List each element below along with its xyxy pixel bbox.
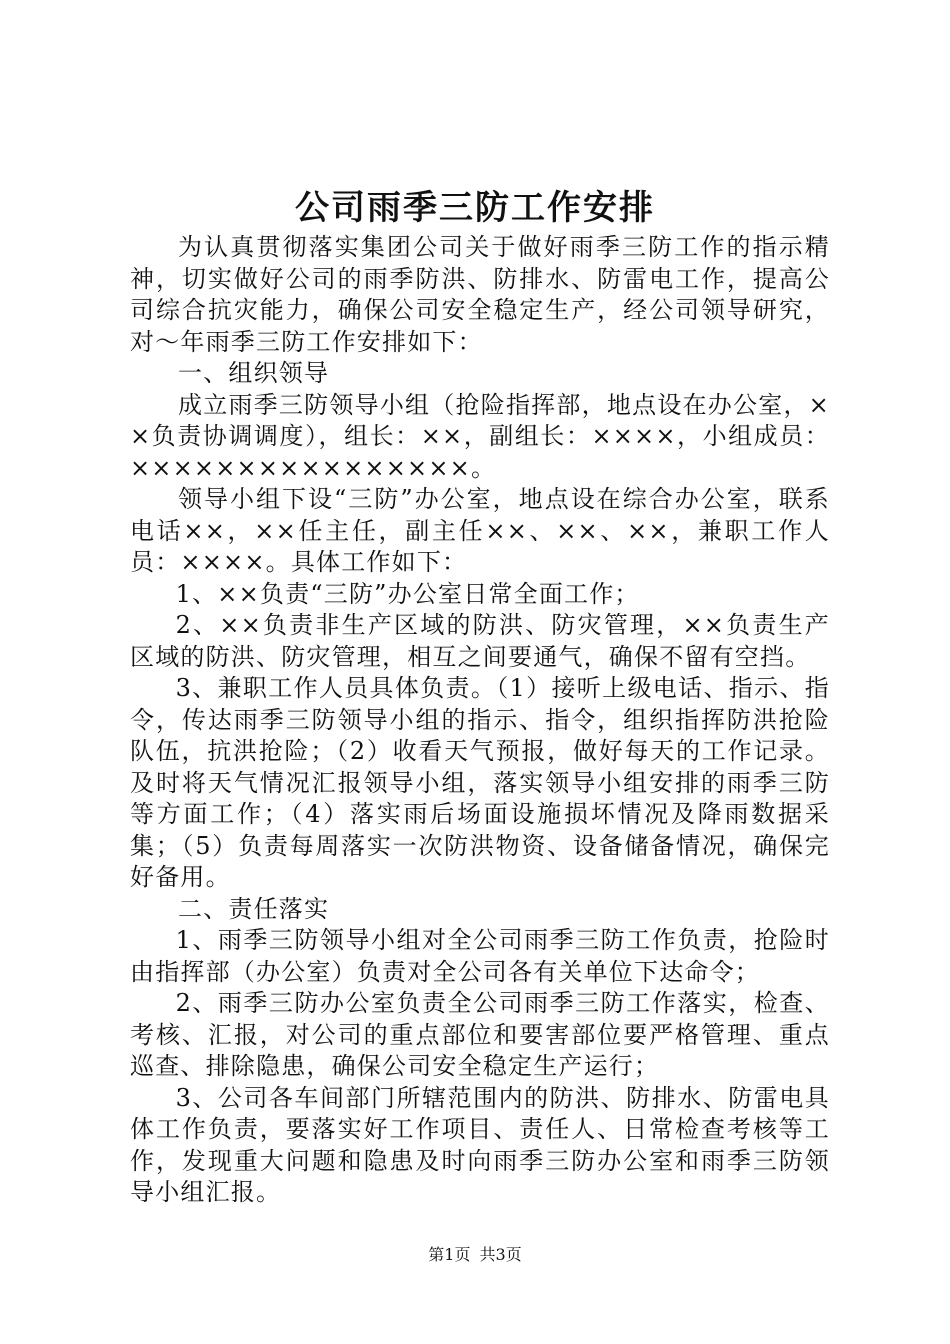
list-item-duty-2: 2、××负责非生产区域的防洪、防灾管理，××负责生产区域的防洪、防灾管理，相互之间要通气，确保不留有空挡。: [130, 611, 830, 671]
list-item-duty-1: 1、××负责“三防”办公室日常全面工作；: [175, 579, 640, 608]
section-heading-organization: 一、组织领导: [178, 359, 330, 387]
paragraph-intro: 为认真贯彻落实集团公司关于做好雨季三防工作的指示精神，切实做好公司的雨季防洪、防排水、防雷电工作，提高公司综合抗灾能力，确保公司安全稳定生产，经公司领导研究，对～年雨季三防工作安排如下：: [130, 233, 830, 356]
document-title: 公司雨季三防工作安排: [295, 188, 655, 228]
list-item-responsibility-1: 1、雨季三防领导小组对全公司雨季三防工作负责，抢险时由指挥部（办公室）负责对全公司各有关单位下达命令；: [130, 926, 830, 986]
paragraph-office-setup: 领导小组下设“三防”办公室，地点设在综合办公室，联系电话××，××任主任，副主任××、××、××，兼职工作人员：××××。具体工作如下：: [130, 485, 830, 576]
page-footer: [0, 1243, 950, 1267]
section-heading-responsibility: 二、责任落实: [178, 894, 330, 923]
list-item-duty-3: 3、兼职工作人员具体负责。（1）接听上级电话、指示、指令，传达雨季三防领导小组的指示、指令，组织指挥防洪抢险队伍，抗洪抢险；（2）收看天气预报，做好每天的工作记录。及时将天气情况汇报领导小组，落实领导小组安排的雨季三防等方面工作；（4）落实雨后场面设施损坏情况及降雨数据采集；（5）负责每周落实一次防洪物资、设备储备情况，确保完好备用。: [130, 674, 830, 891]
page-number-total: 共3页: [479, 1245, 522, 1264]
page-number-current: 第1页: [428, 1245, 471, 1264]
document-body: [130, 232, 830, 1209]
paragraph-leadership-group: 成立雨季三防领导小组（抢险指挥部，地点设在办公室，××负责协调调度），组长：××，副组长：××××，小组成员：××××××××××××××××。: [130, 390, 830, 482]
list-item-responsibility-2: 2、雨季三防办公室负责全公司雨季三防工作落实，检查、考核、汇报，对公司的重点部位和要害部位要严格管理、重点巡查、排除隐患，确保公司安全稳定生产运行；: [130, 989, 830, 1080]
list-item-responsibility-3: 3、公司各车间部门所辖范围内的防洪、防排水、防雷电具体工作负责，要落实好工作项目、责任人、日常检查考核等工作，发现重大问题和隐患及时向雨季三防办公室和雨季三防领导小组汇报。: [130, 1083, 830, 1206]
